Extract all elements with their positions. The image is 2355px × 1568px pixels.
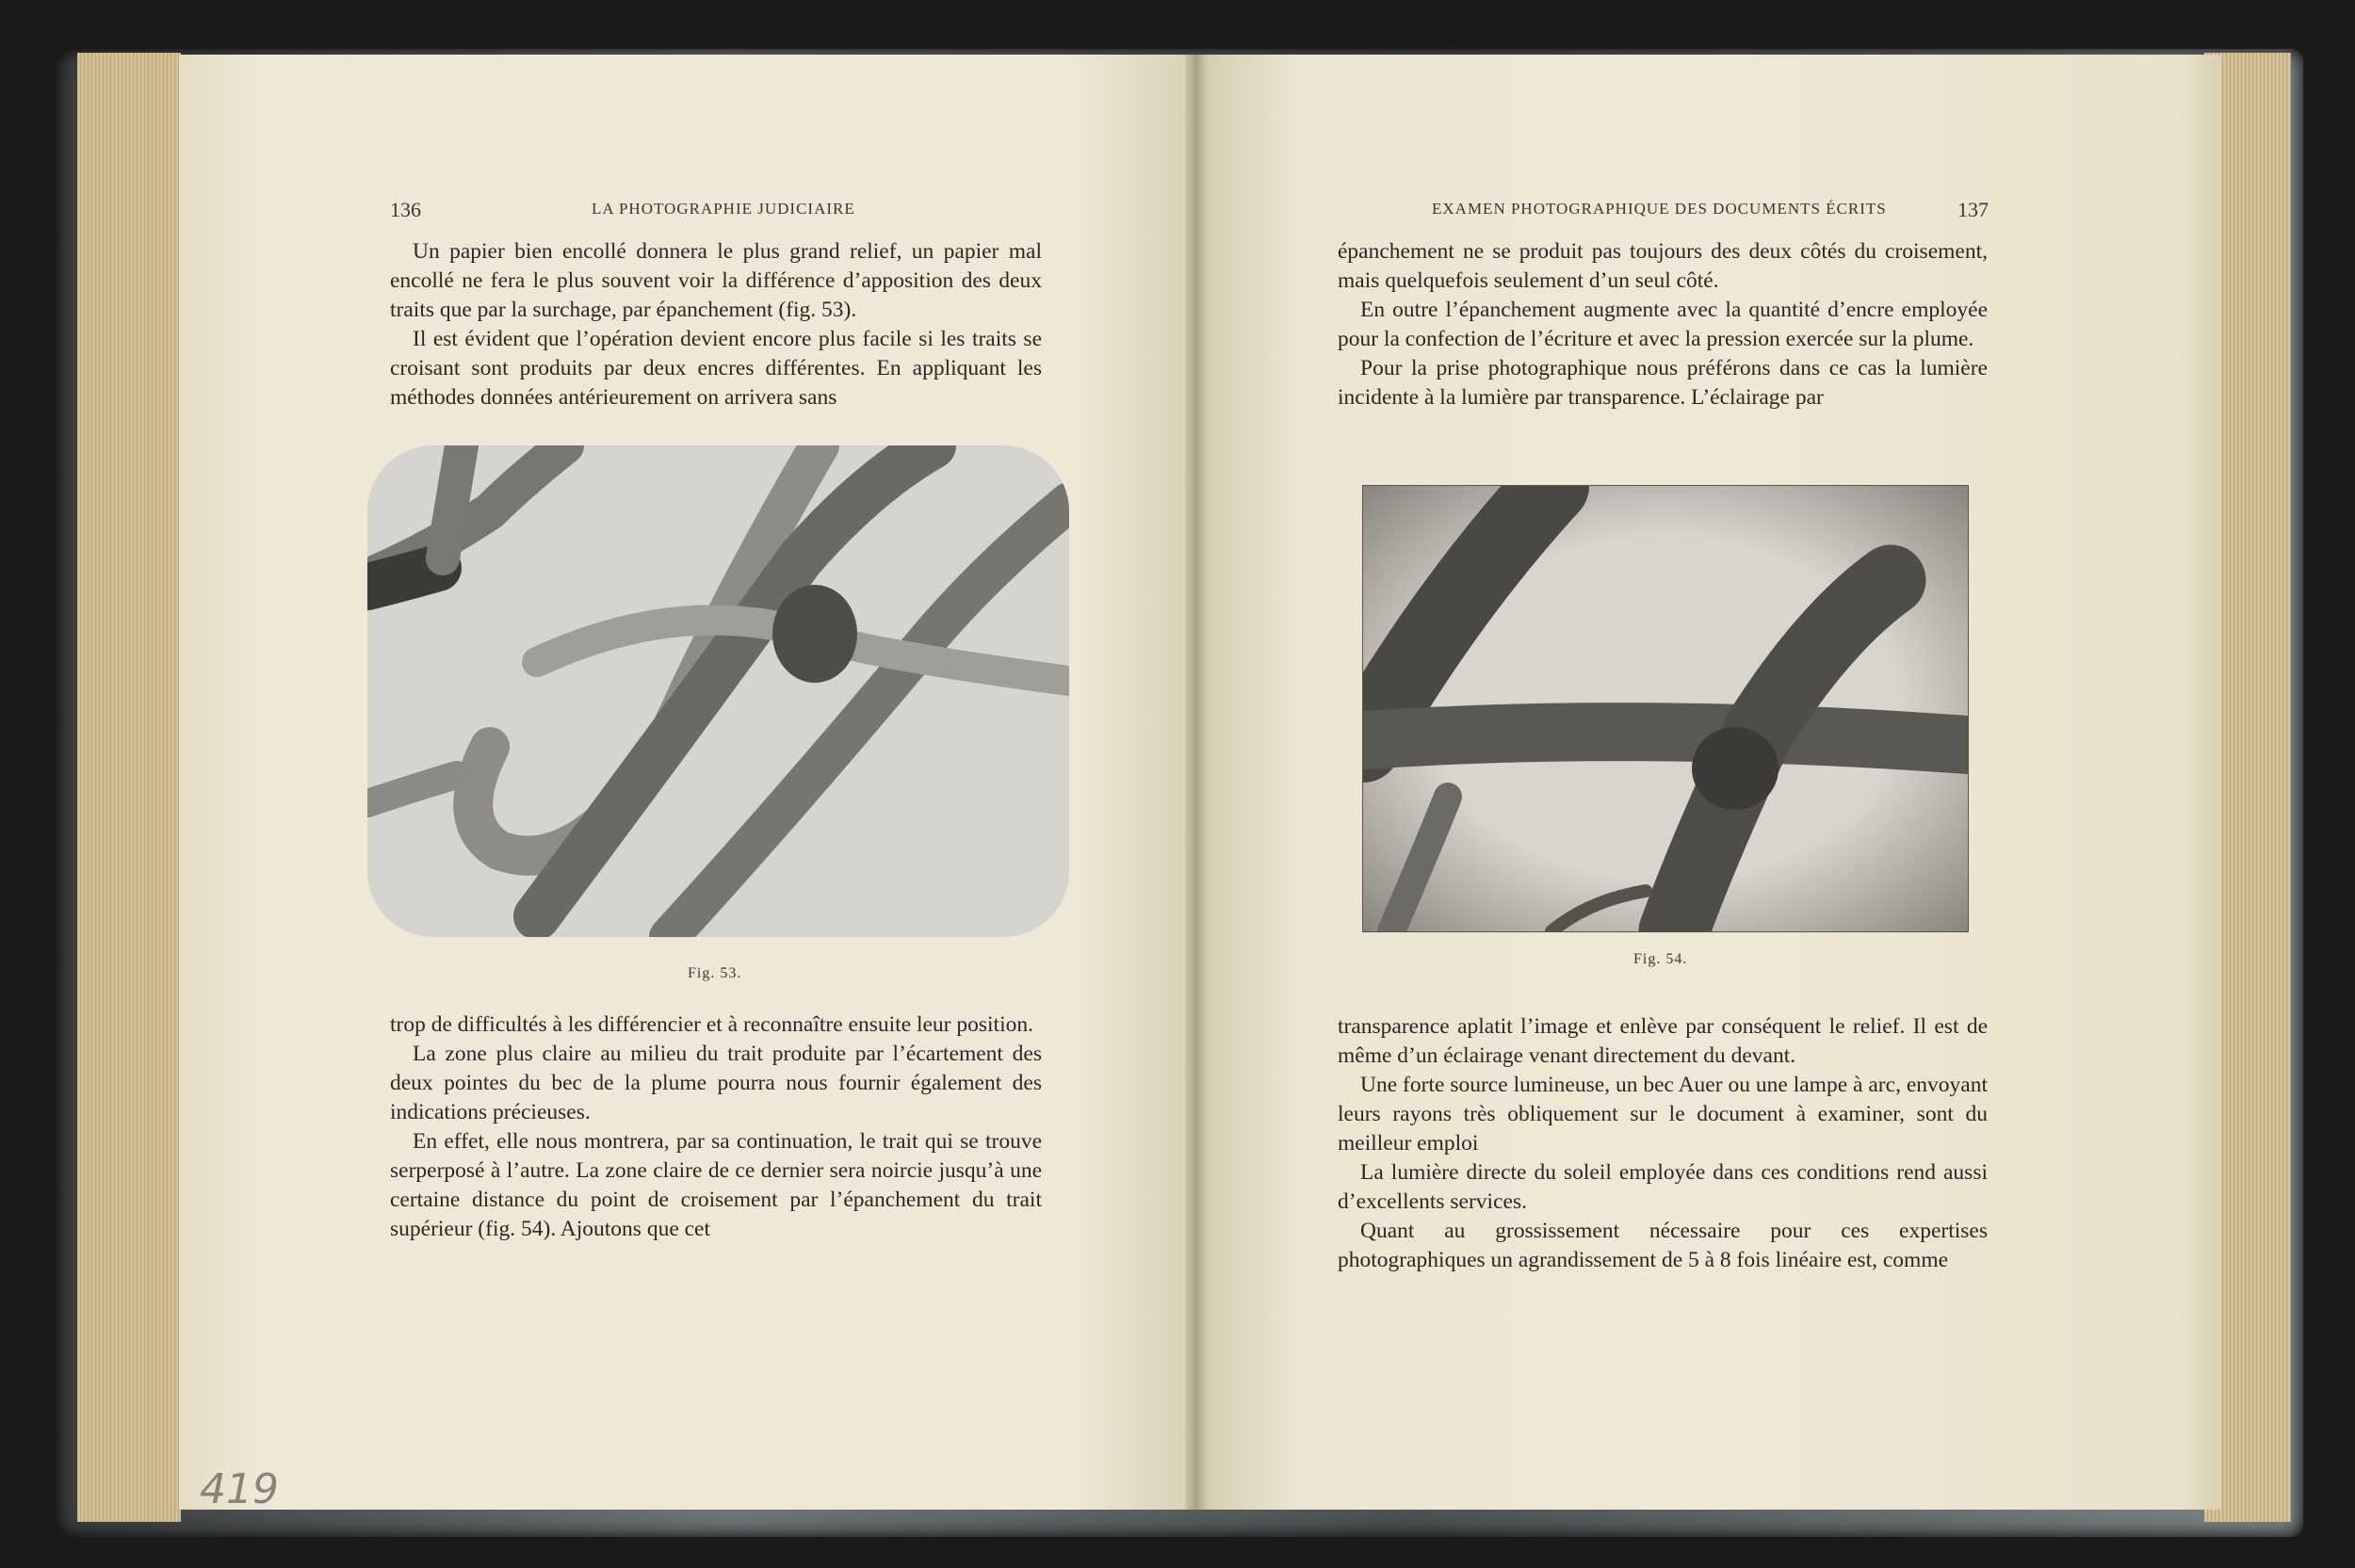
pencil-note: 419: [200, 1465, 279, 1513]
right-text-top: [1338, 237, 1988, 412]
right-page-number: 137: [1957, 198, 1989, 221]
paragraph: Pour la prise photographique nous préférons dans ce cas la lumière incidente à la lumière par transparence. L’éclairage par: [1338, 356, 1988, 410]
left-text-top: [390, 237, 1042, 412]
right-running-head: EXAMEN PHOTOGRAPHIQUE DES DOCUMENTS ÉCRITS: [1432, 200, 1887, 218]
figure-54-caption: Fig. 54.: [1633, 951, 1688, 967]
paragraph: Une forte source lumineuse, un bec Auer ou une lampe à arc, envoyant leurs rayons très obliquement sur le document à examiner, sont du meilleur emploi: [1338, 1073, 1988, 1156]
paragraph: Il est évident que l’opération devient encore plus facile si les traits se croisant sont produits par deux encres différentes. En appliquant les méthodes données antérieurement on arrivera sans: [390, 327, 1042, 410]
left-page-number: 136: [390, 198, 421, 221]
paragraph: En outre l’épanchement augmente avec la quantité d’encre employée pour la confection de l’écriture et avec la pression exercée sur la plume.: [1338, 298, 1988, 351]
left-text-bottom: [390, 1010, 1042, 1244]
paragraph: transparence aplatit l’image et enlève par conséquent le relief. Il est de même d’un éclairage venant directement du devant.: [1338, 1014, 1988, 1068]
paragraph: trop de difficultés à les différencier et à reconnaître ensuite leur position.: [390, 1012, 1033, 1037]
figure-53-caption: Fig. 53.: [688, 965, 742, 981]
paragraph: Quant au grossissement nécessaire pour ces expertises photographiques un agrandissement de 5 à 8 fois linéaire est, comme: [1338, 1219, 1988, 1272]
paragraph: En effet, elle nous montrera, par sa continuation, le trait qui se trouve serperposé à l’autre. La zone claire de ce dernier sera noircie jusqu’à une certaine distance du point de croisement par l’épanchement du trait supérieur (fig. 54). Ajoutons que cet: [390, 1129, 1042, 1241]
paragraph: La lumière directe du soleil employée dans ces conditions rend aussi d’excellents services.: [1338, 1160, 1988, 1214]
figure-53-photo: [367, 445, 1069, 937]
paragraph: épanchement ne se produit pas toujours des deux côtés du croisement, mais quelquefois seulement d’un seul côté.: [1338, 239, 1988, 293]
figure-54-photo: [1362, 485, 1969, 932]
paragraph: Un papier bien encollé donnera le plus grand relief, un papier mal encollé ne fera le plus souvent voir la différence d’apposition des deux traits que par la surchage, par épanchement (fig. 53).: [390, 239, 1042, 322]
left-page-edges: [77, 53, 181, 1522]
left-running-head: LA PHOTOGRAPHIE JUDICIAIRE: [592, 200, 855, 218]
book-gutter: [1185, 55, 1208, 1510]
right-text-bottom: [1338, 1012, 1988, 1275]
paragraph: La zone plus claire au milieu du trait produite par l’écartement des deux pointes du bec de la plume pourra nous fournir également des indications précieuses.: [390, 1042, 1042, 1124]
